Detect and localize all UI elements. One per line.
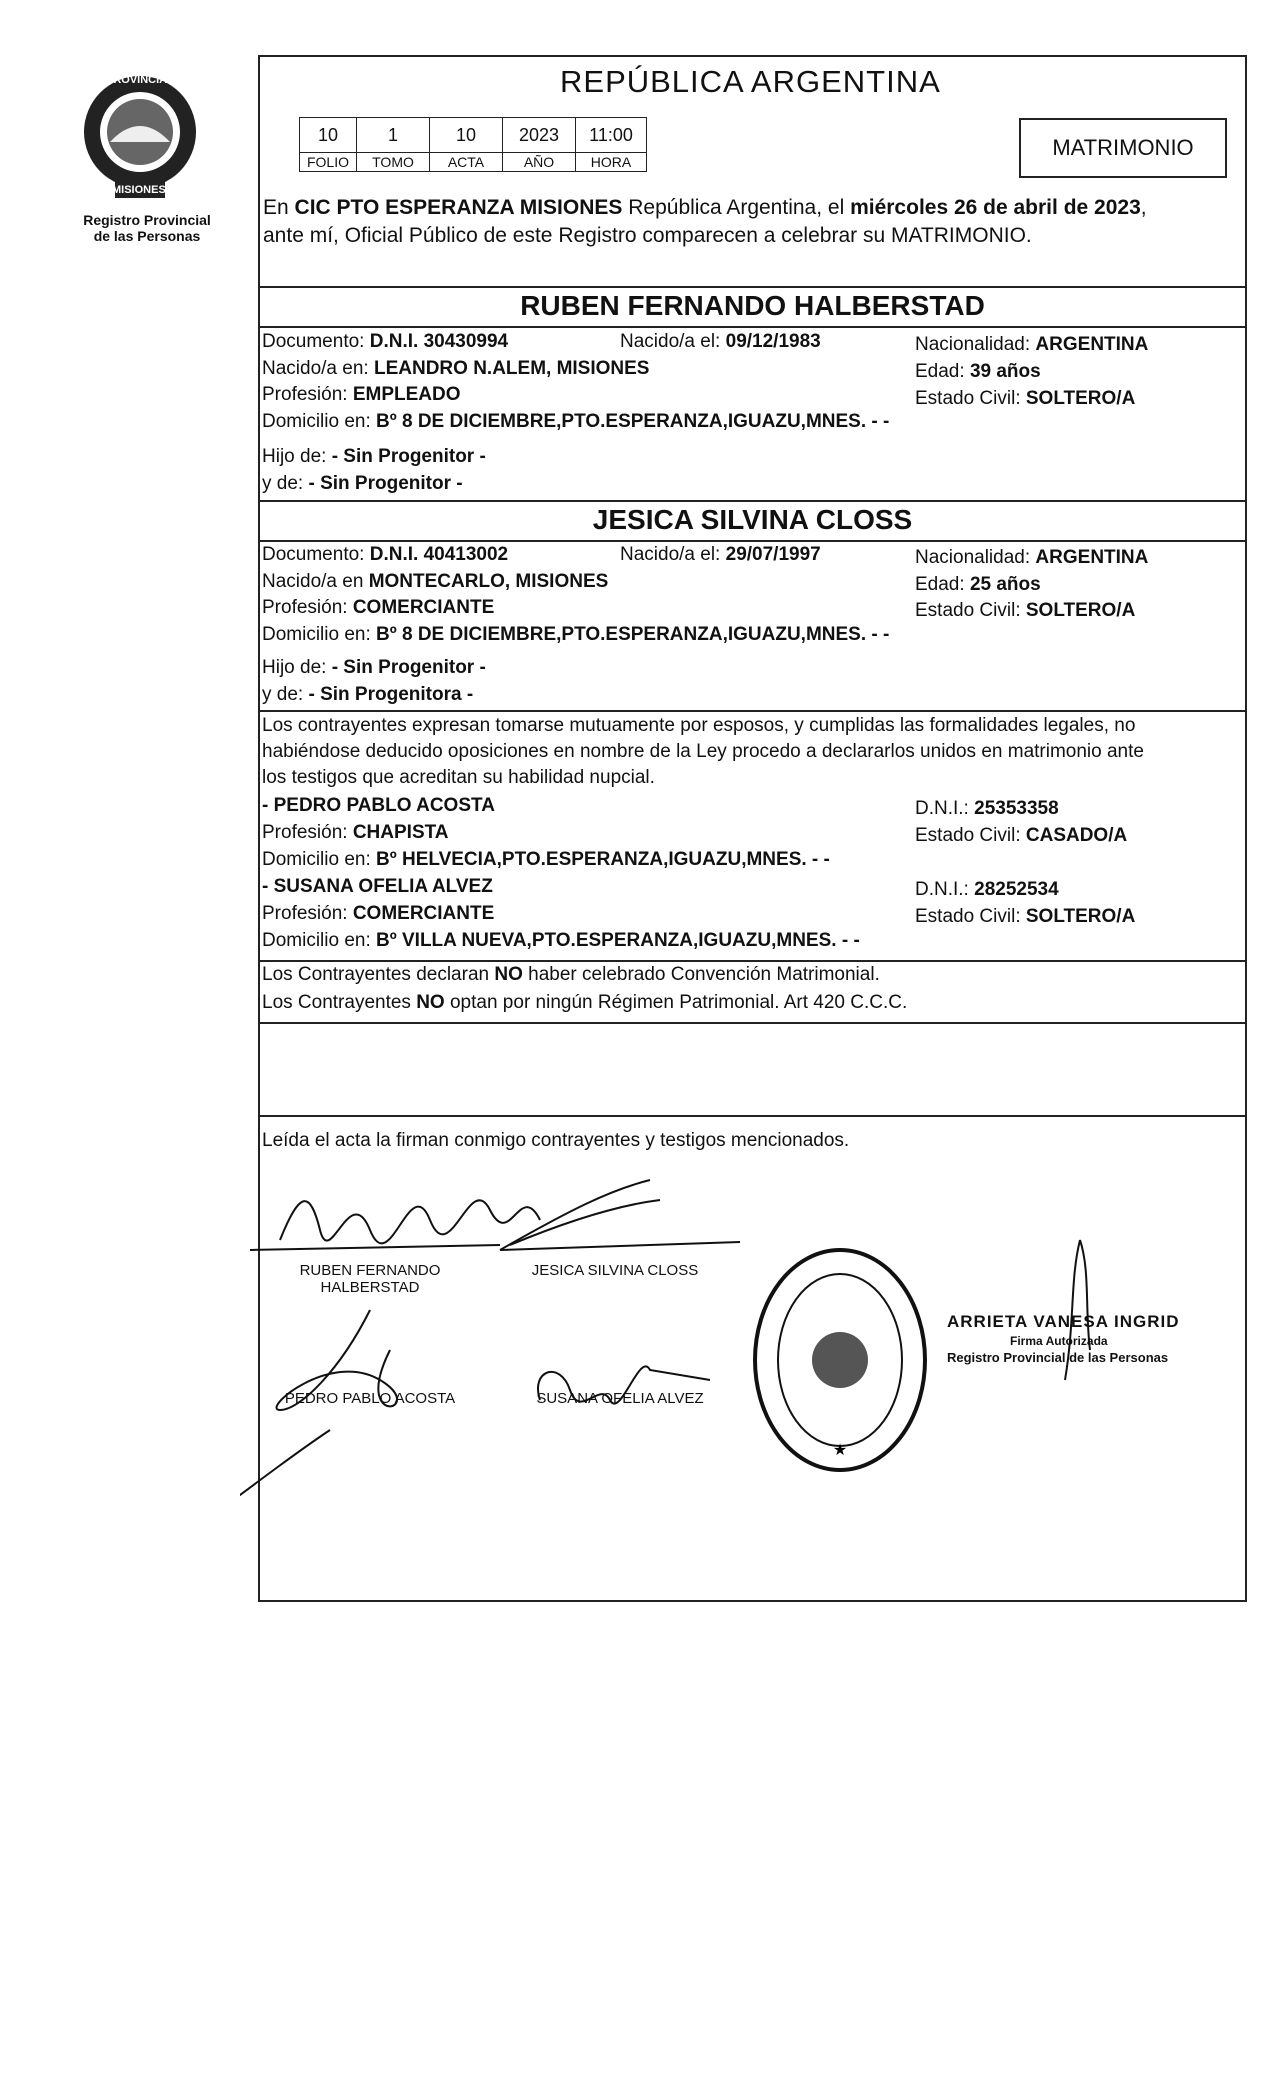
c1-nacionalidad: Nacionalidad: ARGENTINA [915, 334, 1149, 355]
c1-domicilio: Domicilio en: Bº 8 DE DICIEMBRE,PTO.ESPERANZA,IGUAZU,MNES. - - [262, 411, 890, 432]
c2-domicilio: Domicilio en: Bº 8 DE DICIEMBRE,PTO.ESPERANZA,IGUAZU,MNES. - - [262, 624, 890, 645]
signatures-drawing [240, 1150, 800, 1530]
sig-label-4: SUSANA OFELIA ALVEZ [536, 1390, 704, 1407]
signature-1-underline [250, 1245, 500, 1250]
hora-value: 11:00 [576, 118, 647, 153]
declaracion-line-2: habiéndose deducido oposiciones en nombre de la Ley procedo a declararlos unidos en matrimonio ante [262, 741, 1144, 762]
declaracion-line-3: los testigos que acreditan su habilidad nupcial. [262, 767, 655, 788]
sig-label-2: JESICA SILVINA CLOSS [531, 1262, 699, 1279]
c1-nacido-en: Nacido/a en: LEANDRO N.ALEM, MISIONES [262, 358, 650, 379]
tomo-label: TOMO [357, 153, 430, 172]
anio-value: 2023 [503, 118, 576, 153]
testigo-2-domicilio: Domicilio en: Bº VILLA NUEVA,PTO.ESPERANZA,IGUAZU,MNES. - - [262, 930, 860, 951]
folio-value: 10 [300, 118, 357, 153]
signature-3-tail [240, 1430, 330, 1510]
c1-y-de: y de: - Sin Progenitor - [262, 473, 463, 494]
hora-label: HORA [576, 153, 647, 172]
c2-hijo-de: Hijo de: - Sin Progenitor - [262, 657, 486, 678]
declaracion-line-1: Los contrayentes expresan tomarse mutuamente por esposos, y cumplidas las formalidades legales, no [262, 715, 1136, 736]
acta-label: ACTA [430, 153, 503, 172]
acta-tipo-box: MATRIMONIO [1019, 118, 1227, 178]
testigo-2-dni: D.N.I.: 28252534 [915, 879, 1059, 900]
oficial-signature [1050, 1230, 1110, 1390]
svg-text:★: ★ [832, 1442, 848, 1459]
convencion-line-1: Los Contrayentes declaran NO haber celebrado Convención Matrimonial. [262, 964, 880, 985]
acta-value: 10 [430, 118, 503, 153]
c1-estado-civil: Estado Civil: SOLTERO/A [915, 388, 1136, 409]
testigo-1-estado-civil: Estado Civil: CASADO/A [915, 825, 1128, 846]
cierre-text: Leída el acta la firman conmigo contrayentes y testigos mencionados. [262, 1130, 850, 1151]
c1-nacimiento: Nacido/a el: 09/12/1983 [620, 331, 821, 352]
logo-caption: Registro Provincial de las Personas [83, 212, 211, 244]
oficial-role-2: Registro Provincial de las Personas [947, 1350, 1169, 1365]
contrayente-1-name: RUBEN FERNANDO HALBERSTAD [520, 290, 985, 321]
anio-label: AÑO [503, 153, 576, 172]
oficial-role-1: Firma Autorizada [1010, 1334, 1108, 1348]
acta-meta-table [299, 117, 647, 172]
signature-2-stroke [500, 1180, 660, 1250]
convencion-line-2: Los Contrayentes NO optan por ningún Régimen Patrimonial. Art 420 C.C.C. [262, 992, 908, 1013]
c2-nacimiento: Nacido/a el: 29/07/1997 [620, 544, 821, 565]
c2-nacionalidad: Nacionalidad: ARGENTINA [915, 547, 1149, 568]
c2-edad: Edad: 25 años [915, 574, 1041, 595]
c2-estado-civil: Estado Civil: SOLTERO/A [915, 600, 1136, 621]
oficial-name: ARRIETA VANESA INGRID [947, 1312, 1180, 1331]
signature-1-stroke [280, 1200, 540, 1243]
c2-documento: Documento: D.N.I. 40413002 [262, 544, 509, 565]
signature-2-underline [500, 1242, 740, 1250]
sig-label-1: RUBEN FERNANDO HALBERSTAD [299, 1262, 441, 1296]
testigo-2-estado-civil: Estado Civil: SOLTERO/A [915, 906, 1136, 927]
testigo-1-name: - PEDRO PABLO ACOSTA [262, 795, 495, 816]
testigo-1-dni: D.N.I.: 25353358 [915, 798, 1059, 819]
c2-nacido-en: Nacido/a en MONTECARLO, MISIONES [262, 571, 609, 592]
testigo-1-profesion: Profesión: CHAPISTA [262, 822, 449, 843]
c1-profesion: Profesión: EMPLEADO [262, 384, 461, 405]
tomo-value: 1 [357, 118, 430, 153]
logo-text-top: PROVINCIA DE [106, 74, 186, 86]
c2-y-de: y de: - Sin Progenitora - [262, 684, 474, 705]
testigo-2-name: - SUSANA OFELIA ALVEZ [262, 876, 493, 897]
intro-line-1: En CIC PTO ESPERANZA MISIONES República Argentina, el miércoles 26 de abril de 2023, [263, 196, 1147, 219]
testigo-2-profesion: Profesión: COMERCIANTE [262, 903, 495, 924]
c2-profesion: Profesión: COMERCIANTE [262, 597, 495, 618]
c1-hijo-de: Hijo de: - Sin Progenitor - [262, 446, 486, 467]
c1-edad: Edad: 39 años [915, 361, 1041, 382]
contrayente-2-name: JESICA SILVINA CLOSS [592, 504, 913, 535]
sig-label-3: PEDRO PABLO ACOSTA [284, 1390, 456, 1407]
folio-label: FOLIO [300, 153, 357, 172]
testigo-1-domicilio: Domicilio en: Bº HELVECIA,PTO.ESPERANZA,IGUAZU,MNES. - - [262, 849, 830, 870]
intro-line-2: ante mí, Oficial Público de este Registro comparecen a celebrar su MATRIMONIO. [263, 224, 1032, 247]
document-title: REPÚBLICA ARGENTINA [560, 64, 941, 99]
official-stamp [750, 1245, 930, 1475]
logo-text-bottom: MISIONES [112, 184, 166, 196]
c1-documento: Documento: D.N.I. 30430994 [262, 331, 509, 352]
